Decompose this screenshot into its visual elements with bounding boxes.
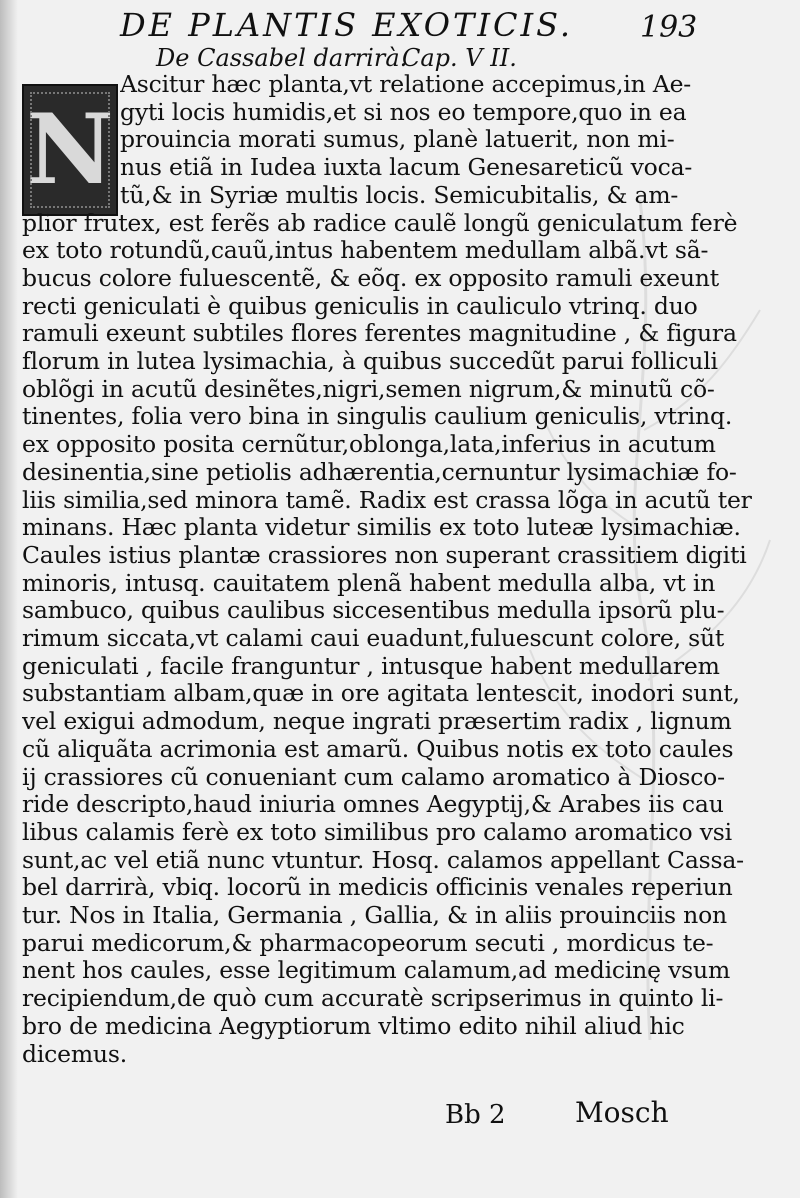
body-line: tũ,& in Syriæ multis locis. Semicubitalis, & am- (120, 180, 679, 209)
body-line: dicemus. (22, 1039, 127, 1068)
body-line: bel darrirà, vbiq. locorũ in medicis officinis venales reperiun (22, 873, 733, 902)
body-line: florum in lutea lysimachia, à quibus succedũt parui folliculi (22, 347, 718, 375)
body-line: geniculati , facile franguntur , intusque habent medullarem (22, 651, 720, 680)
decorated-initial (22, 84, 118, 216)
body-line: prouincia morati sumus, planè latuerit, non mi- (120, 125, 675, 154)
running-head-title: DE PLANTIS EXOTICIS. (120, 6, 574, 44)
body-line: ramuli exeunt subtiles flores ferentes magnitudine , & figura (22, 319, 737, 348)
body-line: nus etiã in Iudea iuxta lacum Genesareticũ voca- (120, 153, 693, 182)
chapter-number: Cap. V II. (402, 44, 517, 72)
gutter-shadow (0, 0, 18, 1198)
body-line: bucus colore fuluescentẽ, & eõq. ex opposito ramuli exeunt (22, 263, 719, 292)
catchword: Mosch (575, 1096, 669, 1129)
body-line: liis similia,sed minora tamẽ. Radix est crassa lõga in acutũ ter (22, 485, 752, 514)
page-number: 193 (640, 10, 698, 45)
body-line: Ascitur hæc planta,vt relatione accepimus,in Ae- (120, 70, 692, 98)
body-line: ex toto rotundũ,cauũ,intus habentem medullam albã.vt sã- (22, 236, 709, 265)
initial-letter: N (26, 93, 114, 206)
body-line: substantiam albam,quæ in ore agitata lentescit, inodori sunt, (22, 679, 740, 708)
body-line: gyti locis humidis,et si nos eo tempore,quo in ea (120, 97, 687, 126)
body-line: ride descripto,haud iniuria omnes Aegyptij,& Arabes iis cau (22, 790, 724, 819)
body-line: Caules istius plantæ crassiores non superant crassitiem digiti (22, 540, 747, 569)
body-line: sambuco, quibus caulibus siccesentibus medulla ipsorũ plu- (22, 596, 725, 625)
body-line: minans. Hæc planta videtur similis ex toto luteæ lysimachiæ. (22, 513, 741, 542)
body-line: sunt,ac vel etiã nunc vtuntur. Hosq. calamos appellant Cassa- (22, 845, 744, 874)
body-line: minoris, intusq. cauitatem plenã habent medulla alba, vt in (22, 568, 716, 597)
body-line: desinentia,sine petiolis adhærentia,cernuntur lysimachiæ fo- (22, 457, 737, 486)
body-line: nent hos caules, esse legitimum calamum,ad medicinę vsum (22, 956, 731, 985)
body-line: rimum siccata,vt calami caui euadunt,fuluescunt colore, sũt (22, 624, 725, 652)
signature-mark: Bb 2 (445, 1100, 506, 1130)
body-line: ex opposito posita cernũtur,oblonga,lata,inferius in acutum (22, 430, 716, 459)
body-line: recti geniculati è quibus geniculis in cauliculo vtrinq. duo (22, 291, 698, 320)
body-line: parui medicorum,& pharmacopeorum secuti , mordicus te- (22, 928, 714, 957)
body-line: libus calamis ferè ex toto similibus pro calamo aromatico vsi (22, 817, 732, 846)
body-line: bro de medicina Aegyptiorum vltimo edito nihil aliud hic (22, 1011, 685, 1040)
body-line: plior frutex, est ferẽs ab radice caulẽ longũ geniculatum ferè (22, 208, 738, 237)
body-line: oblõgi in acutũ desinẽtes,nigri,semen nigrum,& minutũ cõ- (22, 374, 715, 403)
body-line: ij crassiores cũ conueniant cum calamo aromatico à Diosco- (22, 762, 725, 791)
body-line: cũ aliquãta acrimonia est amarũ. Quibus notis ex toto caules (22, 734, 734, 763)
chapter-subheading: De Cassabel darrirà. (156, 44, 408, 72)
body-line: tinentes, folia vero bina in singulis caulium geniculis, vtrinq. (22, 402, 733, 431)
body-line: vel exigui admodum, neque ingrati præsertim radix , lignum (22, 707, 732, 736)
initial-ornament-border (30, 92, 110, 208)
body-line: recipiendum,de quò cum accuratè scripserimus in quinto li- (22, 984, 724, 1013)
body-line: tur. Nos in Italia, Germania , Gallia, & in aliis prouinciis non (22, 901, 727, 929)
